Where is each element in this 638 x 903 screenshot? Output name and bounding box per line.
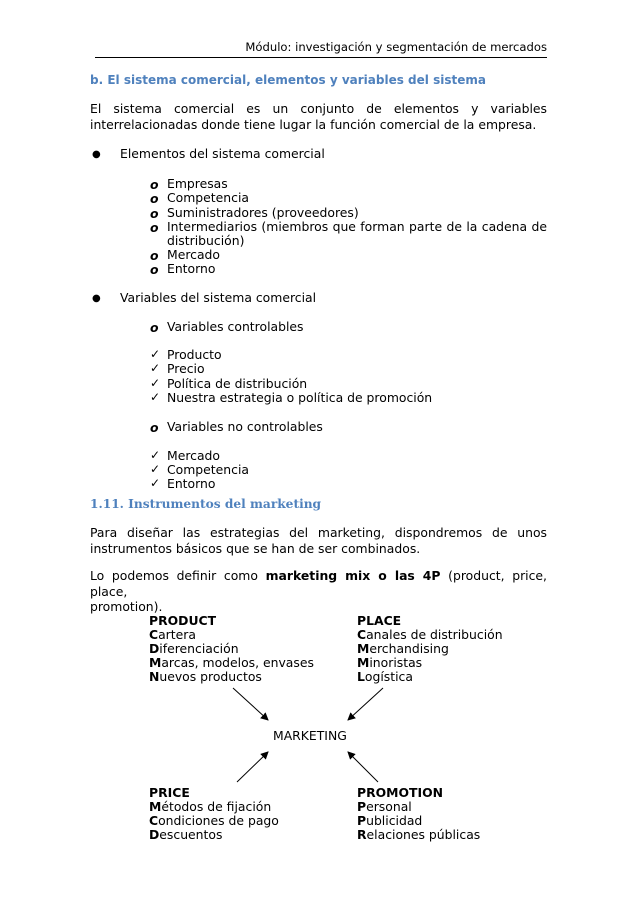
circle-bullet-icon: o [150, 191, 159, 206]
product-item: Diferenciación [149, 641, 239, 656]
controlables-item: Nuestra estrategia o política de promoción [167, 390, 433, 405]
section-111-heading: 1.11. Instrumentos del marketing [90, 497, 322, 511]
circle-bullet-icon: o [150, 177, 159, 192]
instrumentos-line-2: instrumentos básicos que se han de ser combinados. [90, 540, 421, 556]
check-icon: ✓ [150, 390, 161, 404]
product-title: PRODUCT [149, 613, 217, 628]
mix-parenthetical: (product, price, place, [90, 568, 547, 599]
product-item: Cartera [149, 627, 196, 642]
circle-bullet-icon: o [150, 420, 159, 435]
section-b-heading: b. El sistema comercial, elementos y variables del sistema [90, 73, 486, 87]
circle-bullet-icon: o [150, 220, 159, 235]
promotion-title: PROMOTION [357, 785, 443, 800]
elementos-item: Intermediarios (miembros que forman parte de la cadena de [167, 219, 547, 234]
marketing-center-label: MARKETING [273, 728, 347, 743]
circle-bullet-icon: o [150, 320, 159, 335]
controlables-item: Producto [167, 347, 222, 362]
no-controlables-item: Entorno [167, 476, 216, 491]
price-item: Descuentos [149, 827, 223, 842]
no-controlables-item: Competencia [167, 462, 249, 477]
controlables-item: Precio [167, 361, 205, 376]
product-arrow [233, 688, 268, 720]
product-item: Nuevos productos [149, 669, 262, 684]
circle-bullet-icon: o [150, 248, 159, 263]
check-icon: ✓ [150, 462, 161, 476]
check-icon: ✓ [150, 361, 161, 375]
marketing-mix-line-2: promotion). [90, 599, 163, 614]
price-item: Condiciones de pago [149, 813, 279, 828]
product-item: Marcas, modelos, envases [149, 655, 314, 670]
elementos-item-continuation: distribución) [167, 233, 245, 248]
place-item: Minoristas [357, 655, 423, 670]
place-item: Logística [357, 669, 413, 684]
intro-line-1: El sistema comercial es un conjunto de elementos y variables [90, 101, 547, 116]
elementos-item: Empresas [167, 176, 228, 191]
instrumentos-line-1: Para diseñar las estrategias del marketing, dispondremos de unos [90, 525, 547, 540]
controlables-label: Variables controlables [167, 319, 304, 334]
place-item: Merchandising [357, 641, 449, 656]
check-icon: ✓ [150, 448, 161, 462]
elementos-label: Elementos del sistema comercial [120, 146, 325, 161]
bullet-icon: ● [92, 149, 101, 160]
circle-bullet-icon: o [150, 206, 159, 221]
promotion-item: Personal [357, 799, 412, 814]
bullet-icon: ● [92, 293, 101, 304]
promotion-item: Publicidad [357, 813, 423, 828]
price-item: Métodos de fijación [149, 799, 272, 814]
place-arrow [348, 688, 383, 720]
circle-bullet-icon: o [150, 262, 159, 277]
mix-intro-text: Lo podemos definir como [90, 568, 266, 583]
place-item: Canales de distribución [357, 627, 503, 642]
elementos-item: Mercado [167, 247, 220, 262]
check-icon: ✓ [150, 476, 161, 490]
elementos-item: Competencia [167, 190, 249, 205]
place-title: PLACE [357, 613, 402, 628]
variables-label: Variables del sistema comercial [120, 290, 317, 305]
promotion-arrow [348, 752, 378, 782]
price-title: PRICE [149, 785, 190, 800]
intro-line-2: interrelacionadas donde tiene lugar la función comercial de la empresa. [90, 116, 537, 132]
elementos-item: Entorno [167, 261, 216, 276]
check-icon: ✓ [150, 347, 161, 361]
check-icon: ✓ [150, 376, 161, 390]
marketing-mix-term: marketing mix o las 4P [265, 568, 441, 583]
page-header: Módulo: investigación y segmentación de mercados [245, 40, 547, 54]
price-arrow [237, 752, 268, 782]
controlables-item: Política de distribución [167, 376, 308, 391]
elementos-item: Suministradores (proveedores) [167, 205, 359, 220]
no-controlables-item: Mercado [167, 448, 220, 463]
no-controlables-label: Variables no controlables [167, 419, 323, 434]
promotion-item: Relaciones públicas [357, 827, 481, 842]
